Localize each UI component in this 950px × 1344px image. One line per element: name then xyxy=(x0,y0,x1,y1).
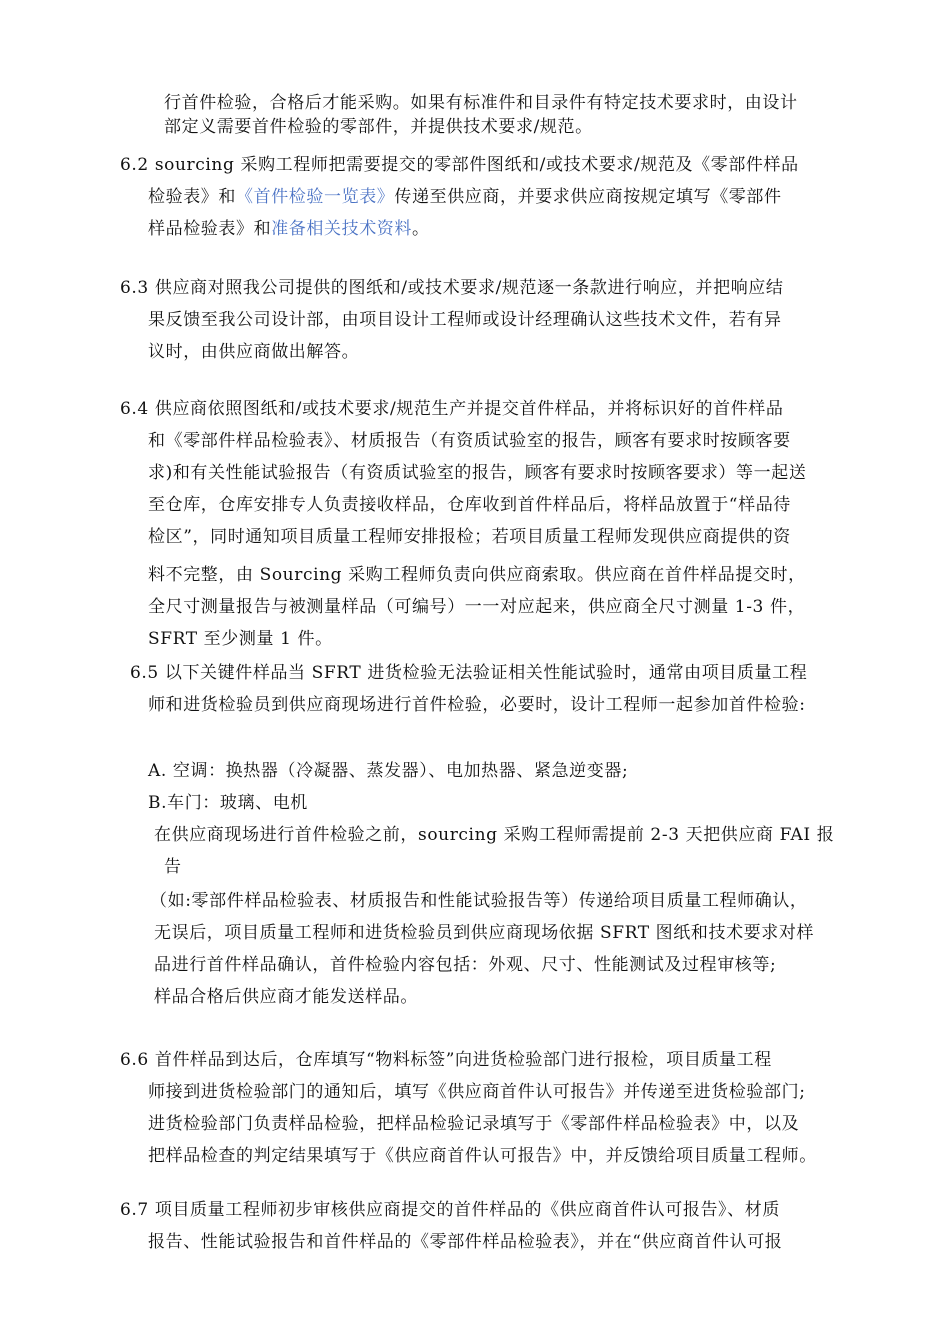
section-6-5-para-line-3: （如:零部件样品检验表、材质报告和性能试验报告等）传递给项目质量工程师确认， xyxy=(150,891,808,911)
section-6-2-line-2-text-b: 传递至供应商，并要求供应商按规定填写《零部件 xyxy=(394,187,782,207)
section-6-4-line-6: 料不完整，由 Sourcing 采购工程师负责向供应商索取。供应商在首件样品提交时， xyxy=(148,565,806,585)
tech-materials-link[interactable]: 准备相关技术资料 xyxy=(271,219,413,239)
section-6-2-line-3-text-b: 。 xyxy=(412,219,430,239)
section-6-2-line-1: 6.2 sourcing 采购工程师把需要提交的零部件图纸和/或技术要求/规范及《零部件样品 xyxy=(120,155,799,175)
section-6-2-line-2-text-a: 检验表》和 xyxy=(148,187,236,207)
section-6-7-line-1: 6.7 项目质量工程师初步审核供应商提交的首件样品的《供应商首件认可报告》、材质 xyxy=(120,1200,780,1220)
section-6-5-para-line-5: 品进行首件样品确认，首件检验内容包括：外观、尺寸、性能测试及过程审核等; xyxy=(154,955,777,975)
section-6-4-line-3: 求)和有关性能试验报告（有资质试验室的报告，顾客有要求时按顾客要求）等一起送 xyxy=(148,463,807,483)
section-6-4-line-7: 全尺寸测量报告与被测量样品（可编号）一一对应起来，供应商全尺寸测量 1-3 件， xyxy=(148,597,806,617)
section-6-5-item-a: A. 空调：换热器（冷凝器、蒸发器）、电加热器、紧急逆变器; xyxy=(148,761,629,781)
section-6-2-line-2 xyxy=(148,186,782,208)
section-6-5-line-2: 师和进货检验员到供应商现场进行首件检验，必要时，设计工程师一起参加首件检验: xyxy=(148,695,806,715)
section-6-5-item-b: B.车门：玻璃、电机 xyxy=(148,793,308,813)
first-article-list-link[interactable]: 《首件检验一览表》 xyxy=(236,187,395,207)
section-6-3-line-3: 议时，由供应商做出解答。 xyxy=(148,342,360,362)
section-6-4-line-8: SFRT 至少测量 1 件。 xyxy=(148,629,333,649)
section-6-4-line-5: 检区”，同时通知项目质量工程师安排报检；若项目质量工程师发现供应商提供的资 xyxy=(148,527,791,547)
paragraph-continuation-line-2: 部定义需要首件检验的零部件，并提供技术要求/规范。 xyxy=(164,117,593,137)
section-6-6-line-2: 师接到进货检验部门的通知后，填写《供应商首件认可报告》并传递至进货检验部门; xyxy=(148,1082,806,1102)
section-6-5-para-line-4: 无误后，项目质量工程师和进货检验员到供应商现场依据 SFRT 图纸和技术要求对样 xyxy=(154,923,815,943)
section-6-4-line-2: 和《零部件样品检验表》、材质报告（有资质试验室的报告，顾客有要求时按顾客要 xyxy=(148,431,791,451)
section-6-2-line-3-text-a: 样品检验表》和 xyxy=(148,219,272,239)
section-6-6-line-1: 6.6 首件样品到达后，仓库填写“物料标签”向进货检验部门进行报检，项目质量工程 xyxy=(120,1050,772,1070)
section-6-2-line-3 xyxy=(148,218,430,240)
paragraph-continuation-line-1: 行首件检验，合格后才能采购。如果有标准件和目录件有特定技术要求时，由设计 xyxy=(164,93,798,113)
section-6-5-line-1: 6.5 以下关键件样品当 SFRT 进货检验无法验证相关性能试验时，通常由项目质量工程 xyxy=(130,663,808,683)
section-6-7-line-2: 报告、性能试验报告和首件样品的《零部件样品检验表》，并在“供应商首件认可报 xyxy=(148,1232,783,1252)
section-6-6-line-4: 把样品检查的判定结果填写于《供应商首件认可报告》中，并反馈给项目质量工程师。 xyxy=(148,1146,817,1166)
section-6-4-line-1: 6.4 供应商依照图纸和/或技术要求/规范生产并提交首件样品，并将标识好的首件样品 xyxy=(120,399,784,419)
section-6-5-para-line-6: 样品合格后供应商才能发送样品。 xyxy=(154,987,418,1007)
section-6-3-line-1: 6.3 供应商对照我公司提供的图纸和/或技术要求/规范逐一条款进行响应，并把响应结 xyxy=(120,278,784,298)
section-6-5-para-line-1: 在供应商现场进行首件检验之前，sourcing 采购工程师需提前 2-3 天把供应商 FAI 报 xyxy=(154,825,835,845)
section-6-3-line-2: 果反馈至我公司设计部，由项目设计工程师或设计经理确认这些技术文件，若有异 xyxy=(148,310,782,330)
section-6-4-line-4: 至仓库，仓库安排专人负责接收样品，仓库收到首件样品后，将样品放置于“样品待 xyxy=(148,495,791,515)
section-6-5-para-line-2: 告 xyxy=(164,857,182,877)
section-6-6-line-3: 进货检验部门负责样品检验，把样品检验记录填写于《零部件样品检验表》中，以及 xyxy=(148,1114,800,1134)
